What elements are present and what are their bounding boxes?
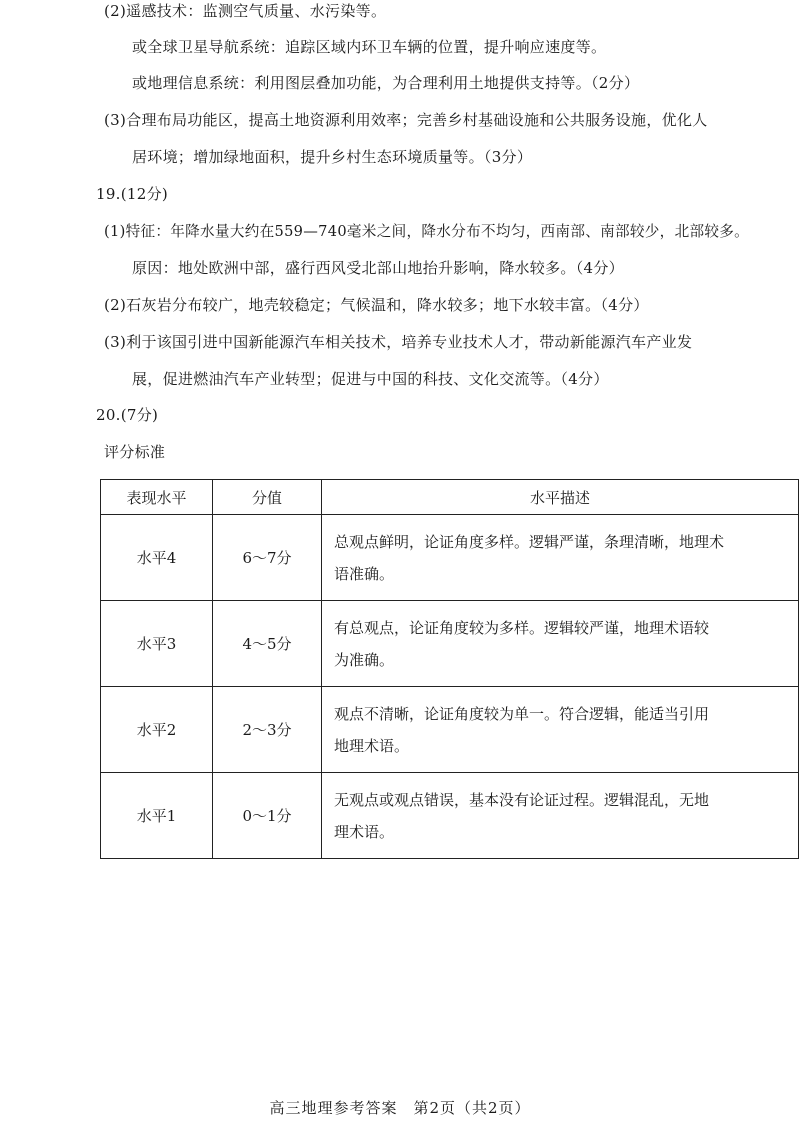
q18-part2-line3: 或地理信息系统：利用图层叠加功能，为合理利用土地提供支持等。（2分）	[132, 74, 640, 92]
description-line: 理术语。	[334, 822, 395, 841]
score-cell: 6～7分	[213, 515, 322, 601]
table-row	[101, 687, 799, 773]
description-line: 为准确。	[334, 650, 395, 669]
table-row	[101, 515, 799, 601]
q19-part2-line1: (2)石灰岩分布较广，地壳较稳定；气候温和，降水较多；地下水较丰富。（4分）	[104, 296, 649, 314]
q20-heading: 20.(7分)	[96, 406, 159, 424]
description-line: 地理术语。	[334, 736, 410, 755]
description-line: 总观点鲜明，论证角度多样。逻辑严谨，条理清晰，地理术	[334, 532, 725, 551]
header-score: 分值	[213, 480, 322, 515]
table-row	[101, 773, 799, 859]
q18-part2-line2: 或全球卫星导航系统：追踪区域内环卫车辆的位置，提升响应速度等。	[132, 38, 607, 56]
page-footer: 高三地理参考答案 第2页（共2页）	[269, 1099, 531, 1117]
grading-table-header-row	[101, 480, 799, 515]
level-cell: 水平3	[101, 601, 213, 687]
q18-part3-line1: (3)合理布局功能区，提高土地资源利用效率；完善乡村基础设施和公共服务设施，优化人	[104, 111, 708, 129]
description-cell	[322, 601, 799, 687]
level-cell: 水平1	[101, 773, 213, 859]
description-line: 语准确。	[334, 564, 395, 583]
q18-part2-line1: (2)遥感技术：监测空气质量、水污染等。	[104, 2, 387, 20]
level-cell: 水平2	[101, 687, 213, 773]
q20-subheading: 评分标准	[104, 443, 166, 461]
description-line: 有总观点，论证角度较为多样。逻辑较严谨，地理术语较	[334, 618, 710, 637]
grading-table	[100, 479, 799, 859]
description-cell	[322, 515, 799, 601]
header-level: 表现水平	[101, 480, 213, 515]
q19-part1-line1: (1)特征：年降水量大约在559—740毫米之间，降水分布不均匀，西南部、南部较少，北部较多。	[104, 223, 750, 240]
q19-heading: 19.(12分)	[96, 185, 169, 203]
q19-part3-line2: 展，促进燃油汽车产业转型；促进与中国的科技、文化交流等。（4分）	[132, 370, 609, 388]
score-cell: 4～5分	[213, 601, 322, 687]
q19-part1-line2: 原因：地处欧洲中部，盛行西风受北部山地抬升影响，降水较多。（4分）	[132, 259, 624, 277]
q18-part3-line2: 居环境；增加绿地面积，提升乡村生态环境质量等。（3分）	[132, 148, 533, 166]
header-description: 水平描述	[322, 480, 799, 515]
table-row	[101, 601, 799, 687]
score-cell: 0～1分	[213, 773, 322, 859]
q19-part3-line1: (3)利于该国引进中国新能源汽车相关技术，培养专业技术人才，带动新能源汽车产业发	[104, 333, 693, 351]
description-cell	[322, 687, 799, 773]
level-cell: 水平4	[101, 515, 213, 601]
description-line: 观点不清晰，论证角度较为单一。符合逻辑，能适当引用	[334, 704, 710, 723]
description-cell	[322, 773, 799, 859]
score-cell: 2～3分	[213, 687, 322, 773]
description-line: 无观点或观点错误，基本没有论证过程。逻辑混乱，无地	[334, 790, 710, 809]
